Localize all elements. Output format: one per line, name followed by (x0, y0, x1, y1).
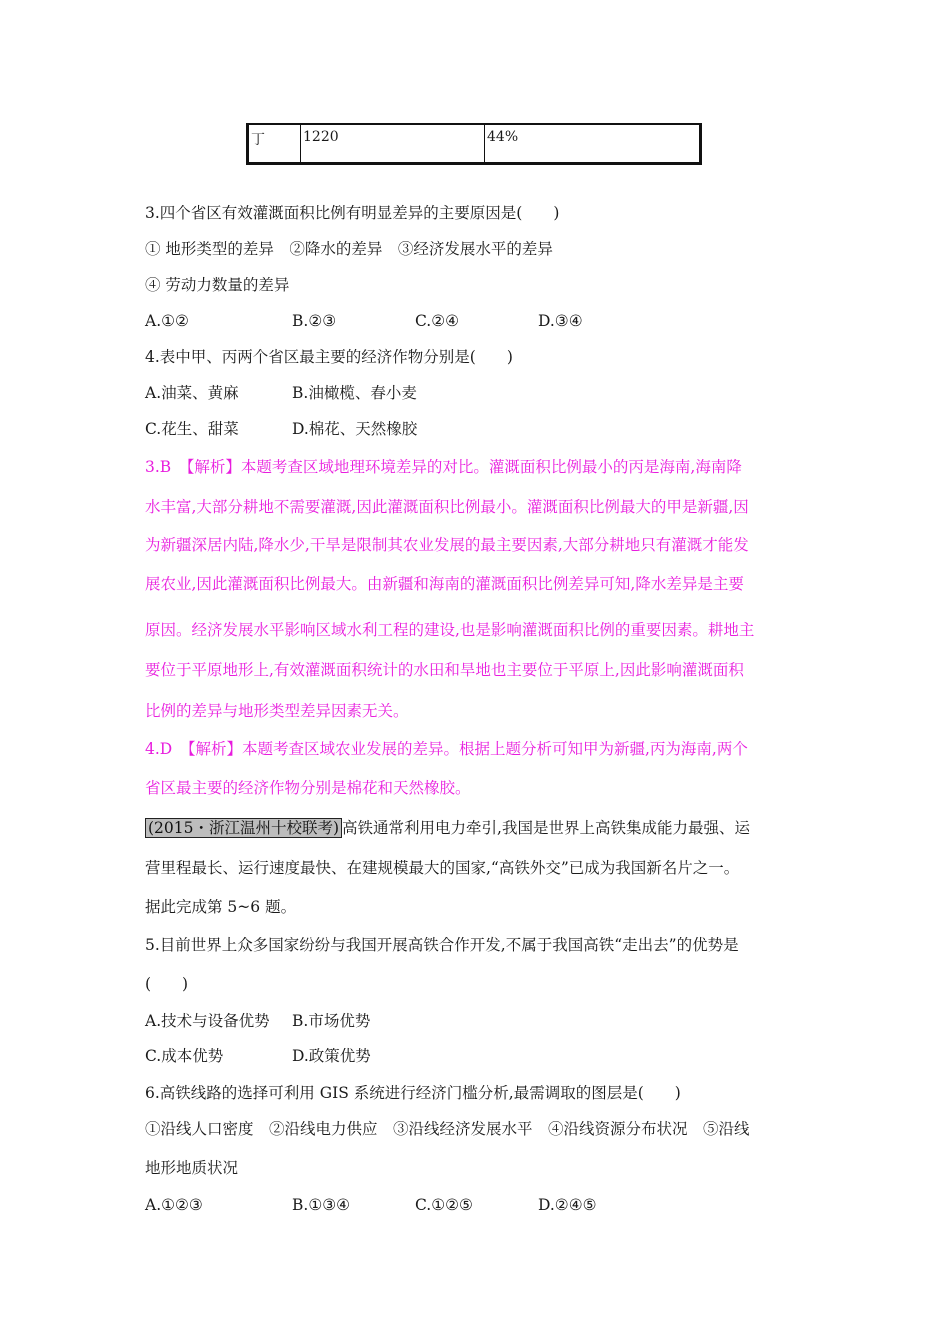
question-3-stem: 3.四个省区有效灌溉面积比例有明显差异的主要原因是( ) (145, 204, 560, 222)
answer-3-line: 水丰富,大部分耕地不需要灌溉,因此灌溉面积比例最小。灌溉面积比例最大的甲是新疆,因 (145, 498, 749, 516)
question-5-stem: 5.目前世界上众多国家纷纷与我国开展高铁合作开发,不属于我国高铁“走出去”的优势是 (145, 936, 739, 954)
question-6-items-line2: 地形地质状况 (145, 1159, 239, 1177)
question-4-option-a: A.油菜、黄麻 (145, 384, 239, 402)
answer-4-line: 省区最主要的经济作物分别是棉花和天然橡胶。 (145, 779, 471, 797)
intro-line3: 据此完成第 5~6 题。 (145, 898, 297, 916)
source-tag: (2015・浙江温州十校联考) (145, 818, 342, 838)
table-cell-ratio: 44% (487, 129, 519, 145)
question-6-stem: 6.高铁线路的选择可利用 GIS 系统进行经济门槛分析,最需调取的图层是( ) (145, 1084, 681, 1102)
question-3-option-b: B.②③ (292, 312, 337, 330)
question-6-items-line1: ①沿线人口密度 ②沿线电力供应 ③沿线经济发展水平 ④沿线资源分布状况 ⑤沿线 (145, 1120, 750, 1138)
question-5-option-d: D.政策优势 (292, 1047, 371, 1065)
question-4-stem: 4.表中甲、丙两个省区最主要的经济作物分别是( ) (145, 348, 513, 366)
question-3-option-c: C.②④ (415, 312, 460, 330)
question-6-option-d: D.②④⑤ (538, 1196, 597, 1214)
question-5-option-a: A.技术与设备优势 (145, 1012, 270, 1030)
question-6-option-c: C.①②⑤ (415, 1196, 473, 1214)
intro-text: 高铁通常利用电力牵引,我国是世界上高铁集成能力最强、运 (342, 819, 750, 837)
answer-3-line: 要位于平原地形上,有效灌溉面积统计的水田和旱地也主要位于平原上,因此影响灌溉面积 (145, 661, 744, 679)
question-6-option-b: B.①③④ (292, 1196, 351, 1214)
data-table-row (246, 123, 702, 165)
answer-3-line: 展农业,因此灌溉面积比例最大。由新疆和海南的灌溉面积比例差异可知,降水差异是主要 (145, 575, 744, 593)
question-4-option-c: C.花生、甜菜 (145, 420, 239, 438)
table-cell-area: 1220 (301, 125, 485, 162)
answer-4-line: 4.D 【解析】本题考查区域农业发展的差异。根据上题分析可知甲为新疆,丙为海南,两个 (145, 740, 748, 758)
answer-3-line: 3.B 【解析】本题考查区域地理环境差异的对比。灌溉面积比例最小的丙是海南,海南降 (145, 458, 742, 476)
question-4-option-d: D.棉花、天然橡胶 (292, 420, 418, 438)
question-3-items-line1: ① 地形类型的差异 ②降水的差异 ③经济发展水平的差异 (145, 240, 553, 258)
intro-line1 (145, 818, 750, 838)
answer-3-line: 比例的差异与地形类型差异因素无关。 (145, 702, 409, 720)
question-3-items-line2: ④ 劳动力数量的差异 (145, 276, 290, 294)
question-4-option-b: B.油橄榄、春小麦 (292, 384, 417, 402)
table-cell-province: 丁 (249, 125, 301, 162)
answer-3-line: 原因。经济发展水平影响区域水利工程的建设,也是影响灌溉面积比例的重要因素。耕地主 (145, 621, 755, 639)
answer-3-line: 为新疆深居内陆,降水少,干旱是限制其农业发展的最主要因素,大部分耕地只有灌溉才能发 (145, 536, 749, 554)
question-3-option-d: D.③④ (538, 312, 583, 330)
question-5-stem-paren: ( ) (145, 975, 189, 993)
question-6-option-a: A.①②③ (145, 1196, 203, 1214)
question-3-option-a: A.①② (145, 312, 189, 330)
intro-line2: 营里程最长、运行速度最快、在建规模最大的国家,“高铁外交”已成为我国新名片之一。 (145, 859, 740, 877)
question-5-option-c: C.成本优势 (145, 1047, 224, 1065)
question-5-option-b: B.市场优势 (292, 1012, 371, 1030)
